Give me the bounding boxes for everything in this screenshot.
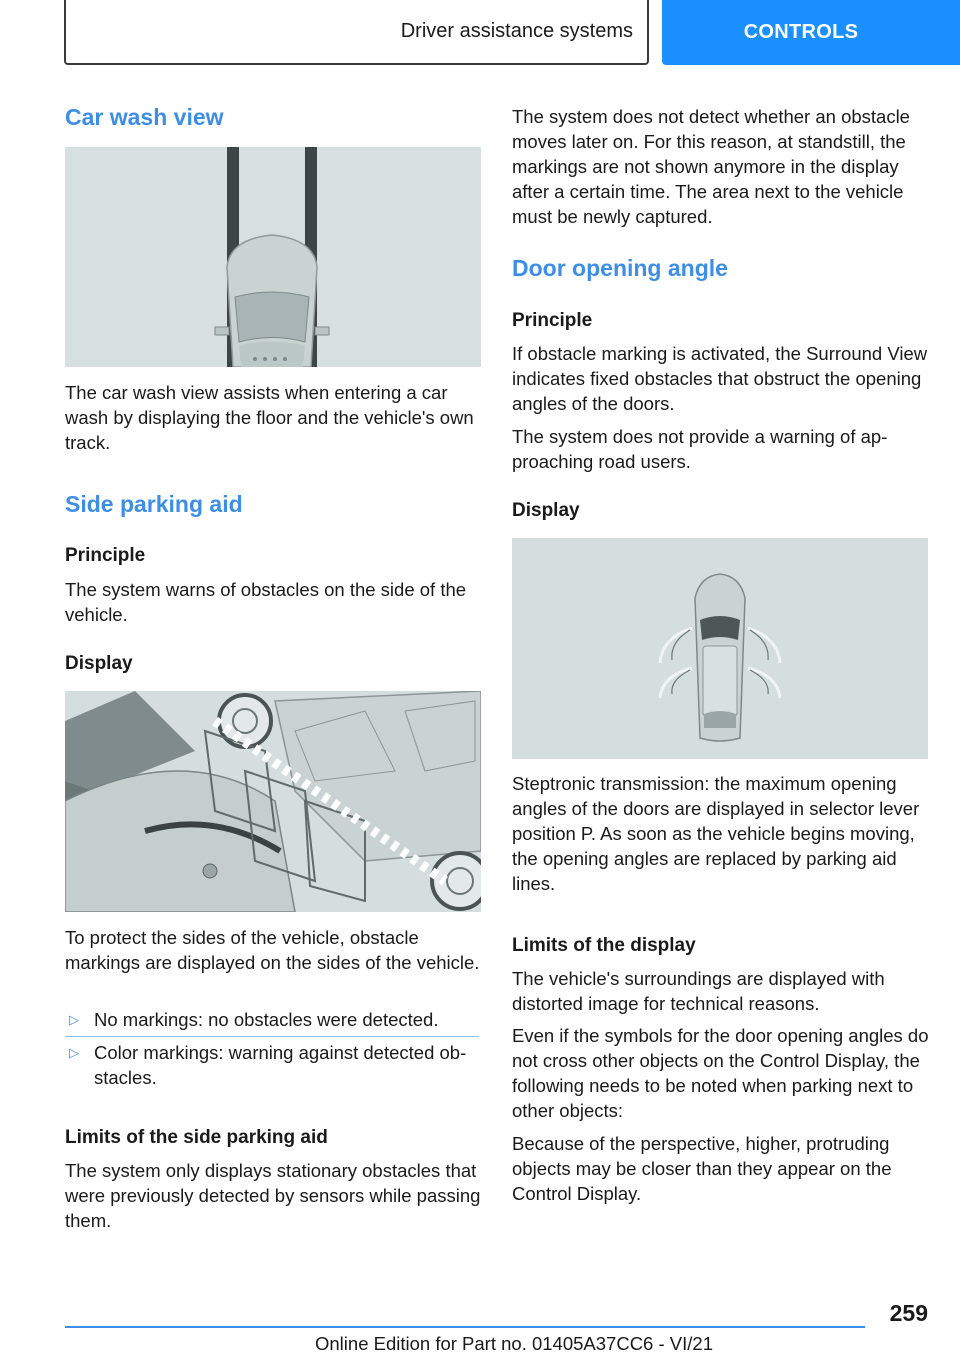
text-car-wash-description: The car wash view assists when entering a car wash by displaying the floor and the vehicle's own track. bbox=[65, 382, 474, 453]
subheading-display: Display bbox=[512, 500, 580, 521]
text-limits-side-parking: The system only displays stationary obstacles that were previously detected by sensors while passing them. bbox=[65, 1160, 481, 1231]
page-number: 259 bbox=[889, 1300, 928, 1326]
header-chapter-tab[interactable] bbox=[662, 0, 960, 65]
text-steptronic: Steptronic transmission: the maximum opening angles of the doors are displayed in selector lever position P. As soon as the vehicle begins moving, the opening angles are replaced by parking aid lines. bbox=[512, 773, 920, 894]
figure-door-opening-angle bbox=[512, 538, 928, 759]
header-section-title: Driver assistance systems bbox=[400, 20, 633, 42]
text-side-principle: The system warns of obstacles on the side of the vehicle. bbox=[65, 579, 467, 625]
subheading-principle: Principle bbox=[512, 310, 593, 331]
footer-edition: Online Edition for Part no. 01405A37CC6 - VI/21 bbox=[315, 1333, 713, 1354]
bullet-color-markings bbox=[65, 1040, 481, 1090]
subheading-limits-display: Limits of the display bbox=[512, 935, 696, 956]
heading-door-opening-angle: Door opening angle bbox=[512, 255, 728, 281]
divider bbox=[65, 1036, 479, 1037]
figure-side-parking-aid bbox=[65, 691, 481, 912]
triangle-bullet-icon: ▷ bbox=[69, 1045, 79, 1060]
text-no-warning: The system does not provide a warning of approaching road users. bbox=[512, 426, 888, 472]
subheading-limits-side-parking: Limits of the side parking aid bbox=[65, 1127, 328, 1148]
bullet-no-markings bbox=[65, 1007, 481, 1032]
figure-car-wash-view bbox=[65, 147, 481, 367]
triangle-bullet-icon: ▷ bbox=[69, 1012, 79, 1027]
text-door-principle: If obstacle marking is activated, the Surround View indicates fixed obstacles that obstruct the opening angles of the doors. bbox=[512, 343, 928, 414]
subheading-display: Display bbox=[65, 653, 133, 674]
bullet-color-markings-text: Color markings: warning against detected obstacles. bbox=[94, 1042, 467, 1088]
bullet-no-markings-text: No markings: no obstacles were detected. bbox=[94, 1009, 439, 1030]
text-door-symbols-note: Even if the symbols for the door opening angles do not cross other objects on the Control Display, the following needs to be noted when parking next to other objects: bbox=[512, 1025, 929, 1121]
text-obstacle-detection-intro: The system does not detect whether an obstacle moves later on. For this reason, at standstill, the markings are not shown anymore in the display after a certain time. The area next to the vehicle must be newly captured. bbox=[512, 106, 910, 227]
subheading-principle: Principle bbox=[65, 545, 146, 566]
text-protect-sides: To protect the sides of the vehicle, obstacle markings are displayed on the sides of the vehicle. bbox=[65, 927, 480, 973]
text-limits-display: The vehicle's surroundings are displayed with distorted image for technical reasons. bbox=[512, 968, 885, 1014]
header-section-box bbox=[64, 0, 649, 65]
footer-rule bbox=[65, 1326, 865, 1328]
heading-side-parking-aid: Side parking aid bbox=[65, 491, 243, 517]
text-perspective-note: Because of the perspective, higher, protruding objects may be closer than they appear on the Control Display. bbox=[512, 1133, 892, 1204]
heading-car-wash-view: Car wash view bbox=[65, 104, 224, 130]
header-chapter-title: CONTROLS bbox=[743, 21, 859, 43]
